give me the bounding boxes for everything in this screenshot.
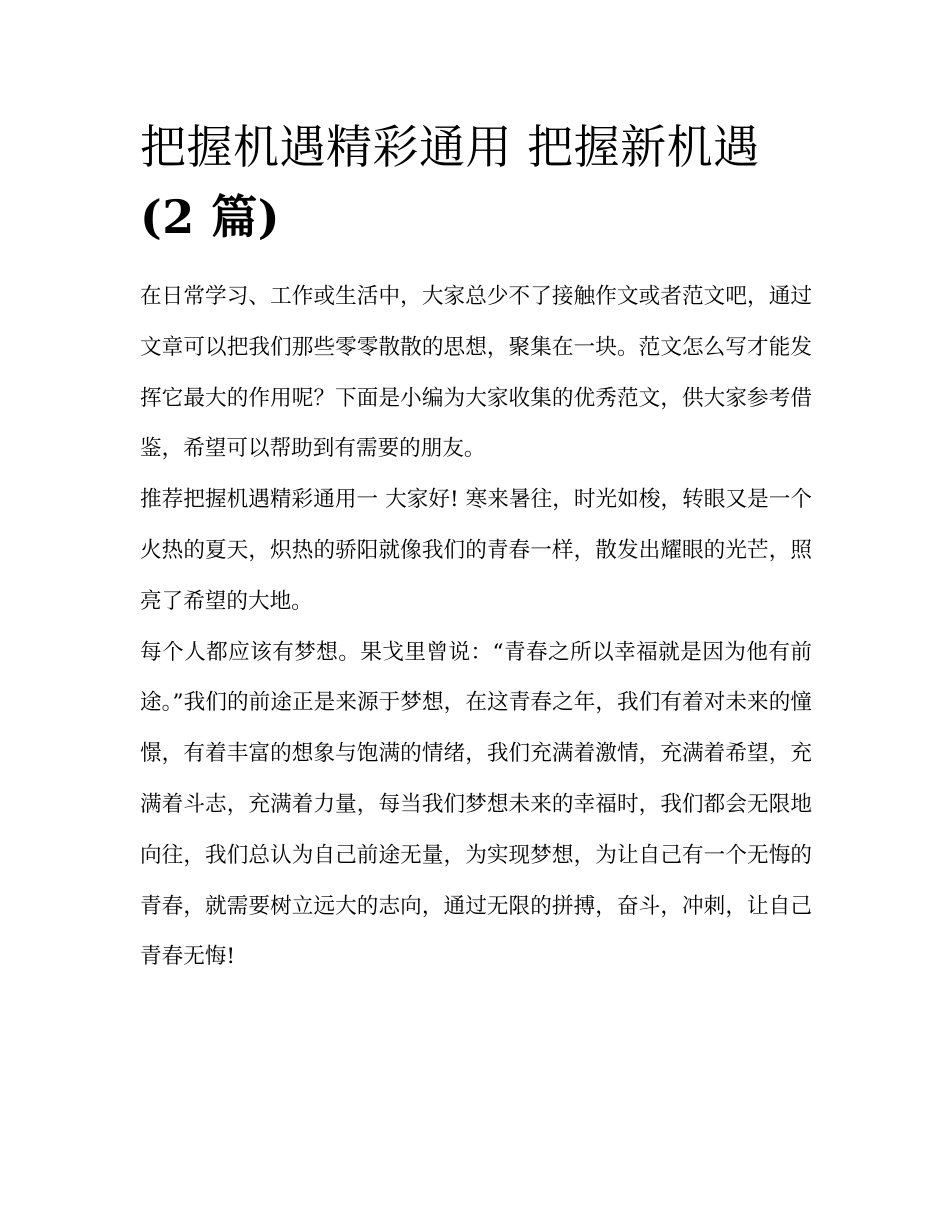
paragraph-intro: 在日常学习、工作或生活中，大家总少不了接触作文或者范文吧，通过文章可以把我们那些零零散散的思想，聚集在一块。范文怎么写才能发挥它最大的作用呢？下面是小编为大家收集的优秀范文，供大家参考借鉴，希望可以帮助到有需要的朋友。 [140, 284, 812, 462]
paragraph-speech-opening: 推荐把握机遇精彩通用一 大家好! 寒来暑往，时光如梭，转眼又是一个火热的夏天，炽热的骄阳就像我们的青春一样，散发出耀眼的光芒，照亮了希望的大地。 [140, 487, 812, 614]
title-line-2: (2 篇) [140, 190, 281, 244]
paragraph-dream: 每个人都应该有梦想。果戈里曾说：“青春之所以幸福就是因为他有前途。”我们的前途正是来源于梦想，在这青春之年，我们有着对未来的憧憬，有着丰富的想象与饱满的情绪，我们充满着激情，充满着希望，充满着斗志，充满着力量，每当我们梦想未来的幸福时，我们都会无限地向往，我们总认为自己前途无量，为实现梦想，为让自己有一个无悔的青春，就需要树立远大的志向，通过无限的拼搏，奋斗，冲刺，让自己青春无悔! [140, 639, 812, 970]
document-body [140, 272, 812, 983]
document-content [140, 112, 812, 983]
document-title [140, 112, 812, 252]
title-line-1: 把握机遇精彩通用 把握新机遇 [140, 120, 760, 174]
